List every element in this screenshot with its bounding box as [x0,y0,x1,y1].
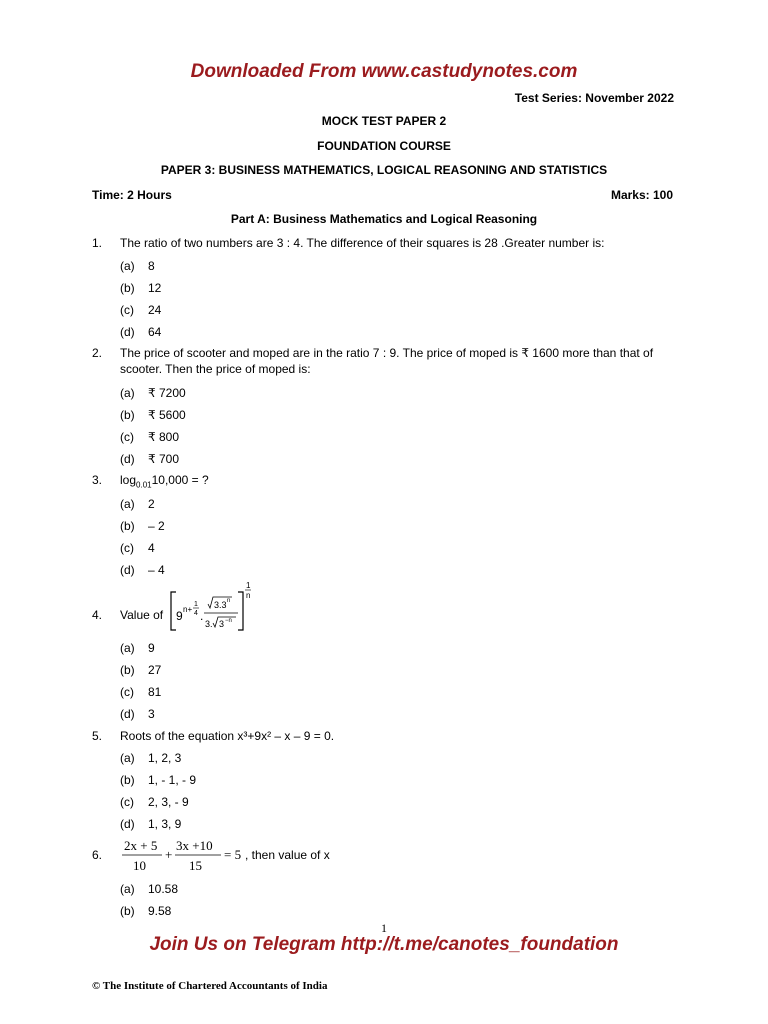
header-banner[interactable]: Downloaded From www.castudynotes.com [190,61,578,82]
question-text: The price of scooter and moped are in the ratio 7 : 9. The price of moped is ₹ 1600 more than that of [120,346,654,360]
svg-text:3: 3 [219,619,225,629]
option-label: (d) [120,325,135,339]
option-label: (d) [120,817,135,831]
option-value: 81 [148,685,162,699]
math-expression-q6 [118,836,248,876]
question-text: The ratio of two numbers are 3 : 4. The difference of their squares is 28 .Greater number is: [120,236,605,250]
option-label: (b) [120,519,135,533]
option-label: (a) [120,259,135,273]
svg-text:3.: 3. [205,619,213,629]
option-label: (c) [120,303,134,317]
option-value: 9.58 [148,904,172,918]
option-label: (d) [120,563,135,577]
part-title: Part A: Business Mathematics and Logical Reasoning [230,212,538,226]
log-base: 0.01 [136,480,152,490]
option-label: (c) [120,541,134,555]
option-label: (b) [120,773,135,787]
svg-text:15: 15 [189,858,202,873]
question-text: , then value of x [245,848,330,862]
question-text: Roots of the equation x³+9x² – x – 9 = 0. [120,729,335,743]
option-value: – 4 [148,563,165,577]
question-number: 5. [92,729,103,743]
log-text: log [120,473,137,487]
option-value: 24 [148,303,162,317]
copyright: © The Institute of Chartered Accountants of India [92,980,328,992]
svg-text:3x +10: 3x +10 [176,838,213,853]
paper-name: PAPER 3: BUSINESS MATHEMATICS, LOGICAL REASONING AND STATISTICS [160,163,608,177]
option-label: (c) [120,685,134,699]
option-value: 4 [148,541,155,555]
option-label: (b) [120,408,135,422]
log-argument: 10,000 = ? [151,473,209,487]
svg-text:= 5: = 5 [224,847,242,862]
option-label: (d) [120,707,135,721]
option-label: (a) [120,882,135,896]
question-number: 3. [92,473,103,487]
svg-text:+: + [165,847,173,862]
svg-text:n+: n+ [183,605,193,614]
paper-title: MOCK TEST PAPER 2 [321,114,447,128]
option-value: 10.58 [148,882,179,896]
question-text: Value of [120,608,164,622]
option-label: (a) [120,751,135,765]
svg-text:1: 1 [194,601,198,608]
option-value: 12 [148,281,162,295]
marks-label: Marks: 100 [610,188,673,202]
svg-text:10: 10 [133,858,146,873]
course-title: FOUNDATION COURSE [317,139,451,153]
option-value: ₹ 5600 [148,408,186,422]
footer-banner[interactable]: Join Us on Telegram http://t.me/canotes_foundation [149,934,619,955]
question-number: 4. [92,608,103,622]
option-value: 3 [148,707,155,721]
option-value: ₹ 7200 [148,386,186,400]
option-label: (b) [120,663,135,677]
svg-text:n: n [227,598,231,604]
option-label: (a) [120,641,135,655]
option-value: 1, - 1, - 9 [148,773,197,787]
option-value: – 2 [148,519,165,533]
option-value: 2, 3, - 9 [148,795,189,809]
page-number: 1 [381,921,387,935]
option-value: 8 [148,259,155,273]
test-series: Test Series: November 2022 [514,91,674,105]
time-label: Time: 2 Hours [92,188,172,202]
option-value: 2 [148,497,155,511]
option-label: (d) [120,452,135,466]
option-label: (c) [120,430,134,444]
question-text-continued: scooter. Then the price of moped is: [120,362,311,376]
svg-text:.: . [200,609,204,623]
question-text [120,473,209,489]
option-label: (b) [120,904,135,918]
option-label: (a) [120,386,135,400]
option-value: 1, 2, 3 [148,751,182,765]
option-value: 27 [148,663,162,677]
svg-text:2x + 5: 2x + 5 [124,838,158,853]
svg-text:−n: −n [225,618,232,624]
option-value: 9 [148,641,155,655]
svg-text:9: 9 [176,609,183,623]
option-label: (c) [120,795,134,809]
option-label: (b) [120,281,135,295]
svg-text:n: n [246,591,251,600]
svg-text:3.3: 3.3 [214,600,227,610]
option-label: (a) [120,497,135,511]
option-value: ₹ 700 [148,452,179,466]
option-value: ₹ 800 [148,430,179,444]
question-number: 1. [92,236,103,250]
option-value: 1, 3, 9 [148,817,182,831]
question-number: 6. [92,848,103,862]
math-expression-q4 [168,580,268,636]
option-value: 64 [148,325,162,339]
question-number: 2. [92,346,103,360]
svg-text:4: 4 [194,610,198,617]
svg-text:1: 1 [246,581,251,590]
